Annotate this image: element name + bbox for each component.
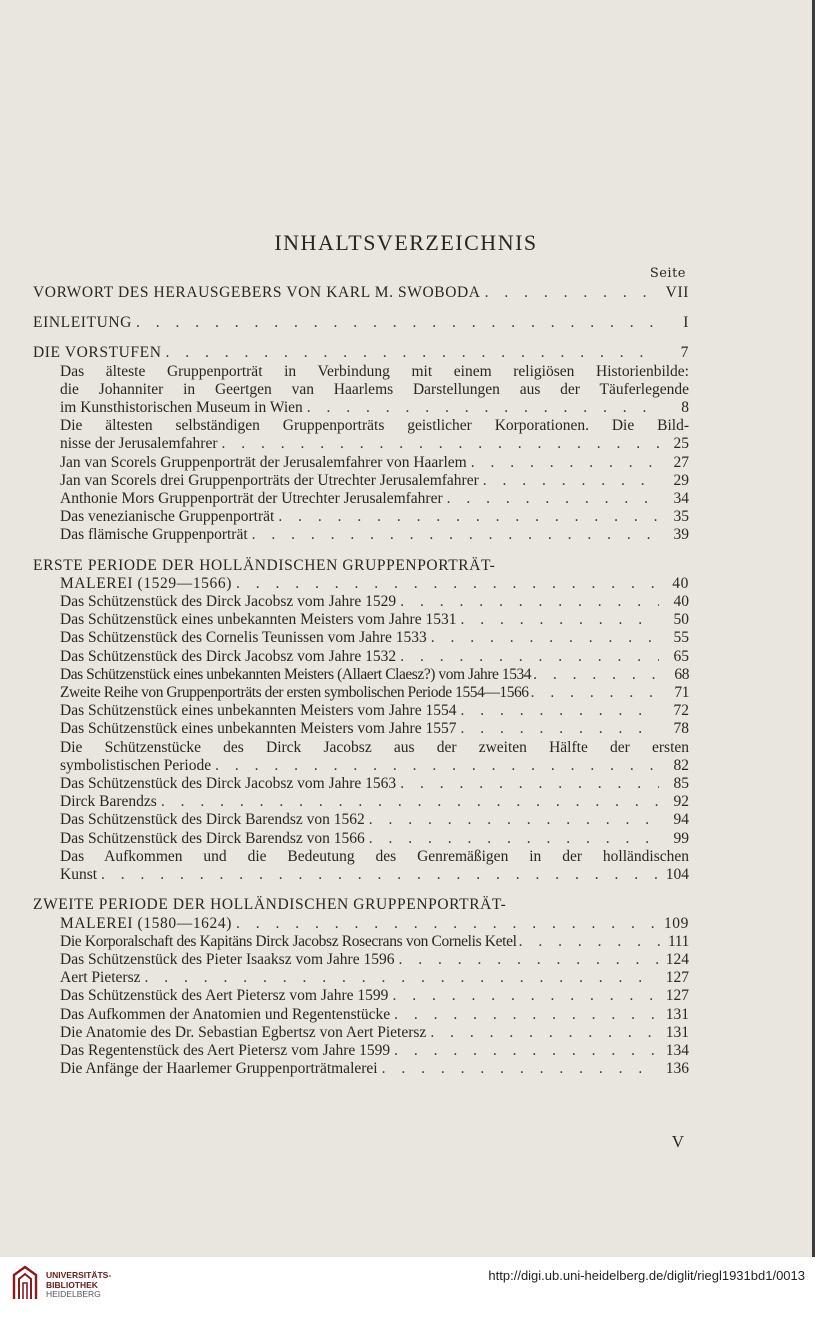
toc-page-number: 109: [663, 914, 689, 932]
dot-leader: [431, 629, 659, 647]
toc-entry-label: Das Schützenstück des Dirck Barendsz von 1566: [60, 829, 365, 847]
toc-entry: [33, 454, 689, 472]
toc-page-number: 85: [673, 775, 689, 793]
toc-page-number: 8: [681, 399, 689, 417]
toc-entry-label: symbolistischen Periode: [60, 756, 212, 774]
toc-entry: [33, 811, 689, 829]
toc-entry-label: Kunst: [60, 866, 98, 884]
toc-entry: [33, 490, 689, 508]
toc-entry-label: Das Schützenstück des Dirck Jacobsz vom Jahre 1563: [60, 775, 397, 793]
dot-leader: [252, 526, 659, 544]
toc-entry: [33, 757, 689, 775]
toc-entry: [33, 775, 689, 793]
toc-entry: [33, 830, 689, 848]
dot-leader: [471, 454, 659, 472]
toc-section-einleitung: [33, 314, 689, 332]
toc-entry-label: MALEREI (1529—1566): [60, 574, 232, 592]
dot-leader: [222, 435, 659, 453]
toc-entry: [33, 593, 689, 611]
toc-entry-label: Das Schützenstück des Aert Pietersz vom Jahre 1599: [60, 987, 389, 1005]
toc-entry-text: Das Aufkommen und die Bedeutung des Genremäßigen in der holländischen: [60, 847, 689, 865]
dot-leader: [144, 969, 659, 987]
toc-page-number: I: [683, 314, 689, 332]
toc-page-number: 134: [665, 1041, 689, 1059]
toc-entry-text: Die ältesten selbständigen Gruppenporträts geistlicher Korporationen. Die Bild-: [60, 417, 689, 435]
toc-entry: [33, 933, 689, 951]
toc-section-zweite-periode-cont: [33, 915, 689, 933]
toc-entry-text: die Johanniter in Geertgen van Haarlems Darstellungen aus der Täuferlegende: [60, 380, 689, 398]
dot-leader: [369, 830, 659, 848]
toc-page-number: 7: [680, 344, 689, 362]
toc-entry-label: EINLEITUNG: [33, 314, 132, 332]
dot-leader: [400, 648, 659, 666]
dot-leader: [533, 666, 661, 684]
toc-entry-label: Das flämische Gruppenporträt: [60, 526, 248, 544]
toc-page-number: 127: [665, 969, 689, 987]
toc-page-number: 27: [673, 453, 689, 471]
toc-entry-label: Dirck Barendzs: [60, 793, 157, 811]
toc-entry: [33, 648, 689, 666]
toc-page-number: 131: [665, 1023, 689, 1041]
toc-entry-label: Das Schützenstück des Dirck Barendsz von 1562: [60, 811, 365, 829]
toc-entry: [33, 987, 689, 1005]
dot-leader: [236, 575, 659, 593]
toc-page-number: 65: [673, 647, 689, 665]
toc-entry: [33, 472, 689, 490]
toc-entry-label: Das Schützenstück eines unbekannten Meisters vom Jahre 1554: [60, 702, 457, 720]
dot-leader: [382, 1060, 659, 1078]
toc-section-vorstufen: [33, 344, 689, 362]
dot-leader: [307, 399, 659, 417]
toc-entry-label: VORWORT DES HERAUSGEBERS VON KARL M. SWOBODA: [33, 284, 481, 301]
toc-entry-label: Das Schützenstück eines unbekannten Meisters vom Jahre 1557: [60, 720, 457, 738]
dot-leader: [531, 684, 661, 702]
toc-entry: [33, 969, 689, 987]
dot-leader: [460, 611, 659, 629]
toc-page-number: 82: [673, 756, 689, 774]
toc-page-number: 136: [665, 1060, 689, 1078]
toc-entry: [33, 684, 689, 702]
toc-page-number: 25: [673, 435, 689, 453]
dot-leader: [447, 490, 659, 508]
page-column-header: Seite: [649, 266, 686, 281]
dot-leader: [278, 508, 659, 526]
toc-entry: [33, 702, 689, 720]
toc-entry-label: Das Regentenstück des Aert Pietersz vom Jahre 1599: [60, 1041, 391, 1059]
toc-entry-label: nisse der Jerusalemfahrer: [60, 435, 218, 453]
toc-page-number: 92: [673, 793, 689, 811]
toc-section-zweite-periode: ZWEITE PERIODE DER HOLLÄNDISCHEN GRUPPENPORTRÄT-: [33, 896, 507, 914]
dot-leader: [101, 866, 659, 884]
toc-entry-label: MALEREI (1580—1624): [60, 914, 232, 932]
toc-entry-label: Das Schützenstück eines unbekannten Meisters (Allaert Claesz?) vom Jahre 1534: [60, 665, 532, 683]
dot-leader: [485, 284, 659, 302]
dot-leader: [394, 1006, 659, 1024]
dot-leader: [430, 1024, 659, 1042]
dot-leader: [369, 811, 659, 829]
dot-leader: [161, 793, 659, 811]
dot-leader: [400, 593, 659, 611]
toc-entry: [33, 793, 689, 811]
dot-leader: [519, 933, 661, 951]
toc-page-number: 72: [673, 702, 689, 720]
toc-page-number: 127: [665, 987, 689, 1005]
toc-entry: [33, 1006, 689, 1024]
toc-entry: [33, 720, 689, 738]
toc-entry: [33, 526, 689, 544]
toc-entry: [33, 866, 689, 884]
toc-entry-label: Zweite Reihe von Gruppenporträts der ersten symbolischen Periode 1554—1566: [60, 684, 529, 702]
table-of-contents: [33, 284, 689, 1078]
toc-entry: [33, 435, 689, 453]
library-name: UNIVERSITÄTS- BIBLIOTHEK HEIDELBERG: [46, 1270, 112, 1299]
toc-entry-label: Das Schützenstück des Dirck Jacobsz vom Jahre 1529: [60, 593, 397, 611]
toc-entry-label: Das Schützenstück des Cornelis Teunissen vom Jahre 1533: [60, 629, 427, 647]
toc-entry-label: Das Schützenstück eines unbekannten Meisters vom Jahre 1531: [60, 611, 457, 629]
toc-entry: [33, 508, 689, 526]
dot-leader: [460, 702, 659, 720]
toc-page-number: 104: [665, 866, 689, 884]
dot-leader: [392, 987, 659, 1005]
toc-page-number: 29: [673, 471, 689, 489]
toc-page-number: 39: [673, 526, 689, 544]
toc-page-number: 71: [674, 684, 689, 702]
toc-entry-label: Die Anfänge der Haarlemer Gruppenporträtmalerei: [60, 1060, 378, 1078]
toc-entry: [33, 1024, 689, 1042]
toc-entry-text: Die Schützenstücke des Dirck Jacobsz aus der zweiten Hälfte der ersten: [60, 738, 689, 756]
toc-page-number: 40: [673, 593, 689, 611]
toc-section-erste-periode-cont: [33, 575, 689, 593]
toc-entry-label: Das Aufkommen der Anatomien und Regentenstücke: [60, 1005, 391, 1023]
toc-page-number: 111: [667, 932, 689, 950]
toc-entry-label: Das venezianische Gruppenporträt: [60, 508, 275, 526]
toc-entry: [33, 629, 689, 647]
toc-page-number: VII: [665, 284, 689, 301]
toc-page-number: 34: [673, 490, 689, 508]
toc-page-number: 55: [673, 629, 689, 647]
toc-page-number: 50: [673, 611, 689, 629]
toc-entry: [33, 951, 689, 969]
library-logo-icon[interactable]: [10, 1265, 40, 1301]
dot-leader: [460, 720, 659, 738]
toc-entry-label: Aert Pietersz: [60, 969, 141, 987]
page-title: INHALTSVERZEICHNIS: [274, 230, 538, 255]
permalink-url[interactable]: http://digi.ub.uni-heidelberg.de/diglit/riegl1931bd1/0013: [488, 1268, 805, 1283]
toc-section-erste-periode: ERSTE PERIODE DER HOLLÄNDISCHEN GRUPPENPORTRÄT-: [33, 556, 496, 574]
dot-leader: [236, 915, 659, 933]
dot-leader: [483, 472, 659, 490]
dot-leader: [400, 775, 659, 793]
dot-leader: [136, 314, 659, 332]
toc-page-number: 40: [672, 574, 689, 592]
toc-page-number: 124: [665, 950, 689, 968]
toc-entry-label: Anthonie Mors Gruppenporträt der Utrechter Jerusalemfahrer: [60, 490, 443, 508]
dot-leader: [215, 757, 659, 775]
toc-entry-label: im Kunsthistorischen Museum in Wien: [60, 399, 303, 417]
dot-leader: [394, 1042, 659, 1060]
toc-entry-label: Die Korporalschaft des Kapitäns Dirck Jacobsz Rosecrans von Cornelis Ketel: [60, 932, 517, 950]
dot-leader: [166, 344, 659, 362]
toc-page-number: 78: [673, 720, 689, 738]
toc-entry: [33, 1042, 689, 1060]
toc-entry-text: Das älteste Gruppenporträt in Verbindung mit einem religiösen Historienbilde:: [60, 362, 689, 380]
toc-entry-label: DIE VORSTUFEN: [33, 344, 162, 362]
toc-entry-label: Das Schützenstück des Dirck Jacobsz vom Jahre 1532: [60, 647, 397, 665]
toc-entry: [33, 666, 689, 684]
page-folio: V: [671, 1132, 684, 1151]
toc-page-number: 131: [665, 1005, 689, 1023]
toc-entry: [33, 611, 689, 629]
toc-entry-label: Die Anatomie des Dr. Sebastian Egbertsz von Aert Pietersz: [60, 1023, 427, 1041]
toc-page-number: 68: [674, 665, 689, 683]
toc-entry: [33, 1060, 689, 1078]
dot-leader: [398, 951, 659, 969]
toc-page-number: 35: [673, 508, 689, 526]
viewer-footer: [0, 1257, 815, 1317]
toc-entry: [33, 399, 689, 417]
toc-entry-label: Jan van Scorels Gruppenporträt der Jerusalemfahrer von Haarlem: [60, 453, 467, 471]
toc-entry-label: Jan van Scorels drei Gruppenporträts der Utrechter Jerusalemfahrer: [60, 471, 479, 489]
toc-page-number: 99: [673, 829, 689, 847]
toc-entry-label: Das Schützenstück des Pieter Isaaksz vom Jahre 1596: [60, 950, 395, 968]
toc-section-vorwort: [33, 284, 689, 302]
toc-page-number: 94: [673, 811, 689, 829]
